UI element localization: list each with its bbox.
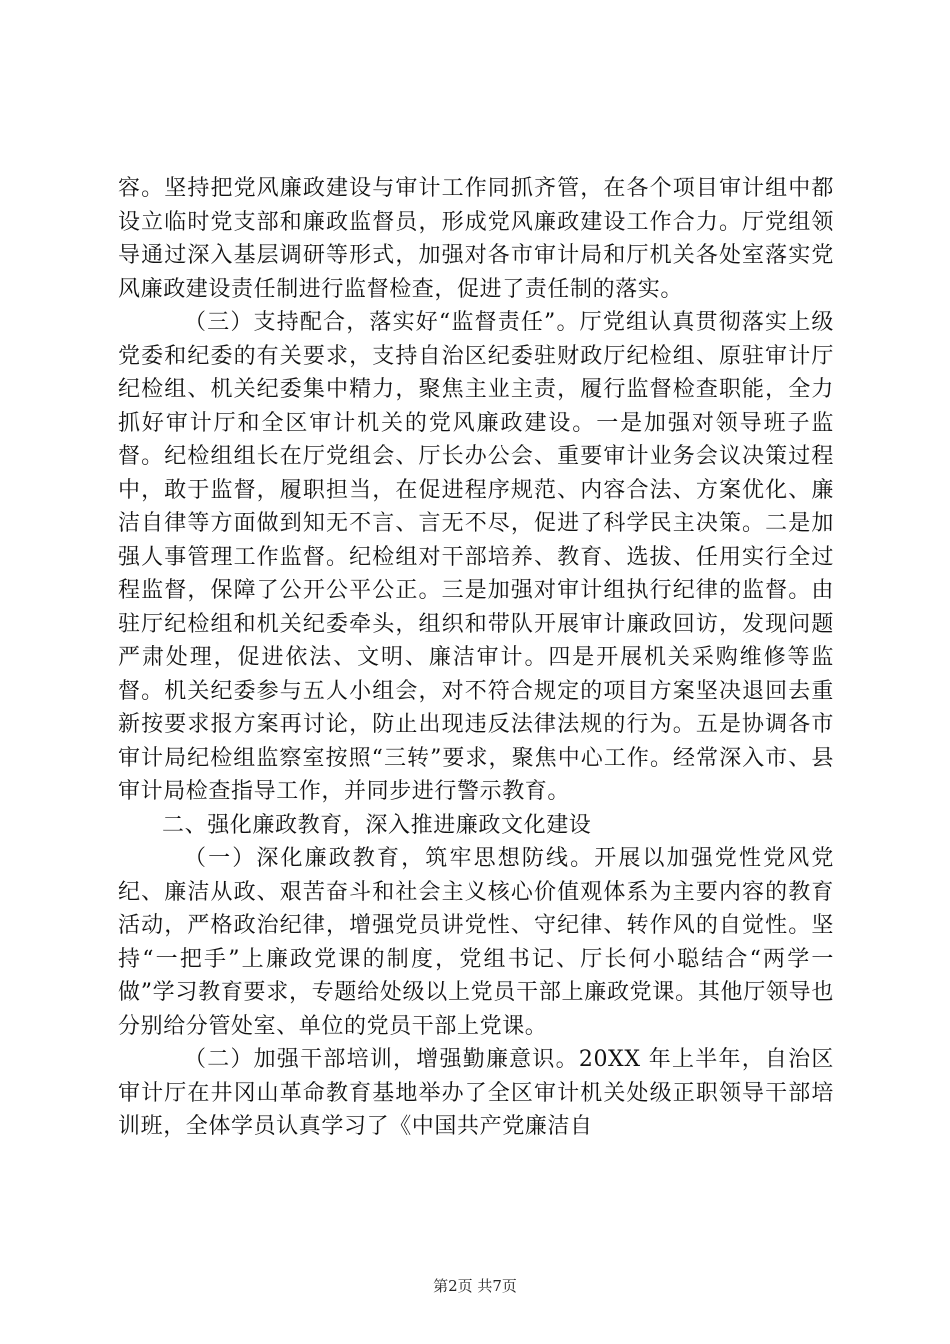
paragraph-supervision-responsibility: （三）支持配合，落实好“监督责任”。厅党组认真贯彻落实上级党委和纪委的有关要求，支持自治区纪委驻财政厅纪检组、原驻审计厅纪检组、机关纪委集中精力，聚焦主业主责，履行监督检查职能，全力抓好审计厅和全区审计机关的党风廉政建设。一是加强对领导班子监督。纪检组组长在厅党组会、厅长办公会、重要审计业务会议决策过程中，敢于监督，履职担当，在促进程序规范、内容合法、方案优化、廉洁自律等方面做到知无不言、言无不尽，促进了科学民主决策。二是加强人事管理工作监督。纪检组对干部培养、教育、选拔、任用实行全过程监督，保障了公开公平公正。三是加强对审计组执行纪律的监督。由驻厅纪检组和机关纪委牵头，组织和带队开展审计廉政回访，发现问题严肃处理，促进依法、文明、廉洁审计。四是开展机关采购维修等监督。机关纪委参与五人小组会，对不符合规定的项目方案坚决退回去重新按要求报方案再讨论，防止出现违反法律法规的行为。五是协调各市审计局纪检组监察室按照“三转”要求，聚焦中心工作。经常深入市、县审计局检查指导工作，并同步进行警示教育。 — [118, 310, 834, 804]
paragraph-continuation: 容。坚持把党风廉政建设与审计工作同抓齐管，在各个项目审计组中都设立临时党支部和廉政监督员，形成党风廉政建设工作合力。厅党组领导通过深入基层调研等形式，加强对各市审计局和厅机关各处室落实党风廉政建设责任制进行监督检查，促进了责任制的落实。 — [118, 176, 834, 302]
document-body — [118, 172, 834, 1144]
paragraph-cadre-training: （二）加强干部培训，增强勤廉意识。20XX 年上半年，自治区审计厅在井冈山革命教育基地举办了全区审计机关处级正职领导干部培训班，全体学员认真学习了《中国共产党廉洁自 — [118, 1047, 834, 1139]
paragraph-deepen-education: （一）深化廉政教育，筑牢思想防线。开展以加强党性党风党纪、廉洁从政、艰苦奋斗和社会主义核心价值观体系为主要内容的教育活动，严格政治纪律，增强党员讲党性、守纪律、转作风的自觉性。坚持“一把手”上廉政党课的制度，党组书记、厅长何小聪结合“两学一做”学习教育要求，专题给处级以上党员干部上廉政党课。其他厅领导也分别给分管处室、单位的党员干部上党课。 — [118, 846, 834, 1039]
section-heading-education: 二、强化廉政教育，深入推进廉政文化建设 — [162, 812, 592, 838]
page-footer: 第2页 共7页 — [433, 1277, 517, 1295]
